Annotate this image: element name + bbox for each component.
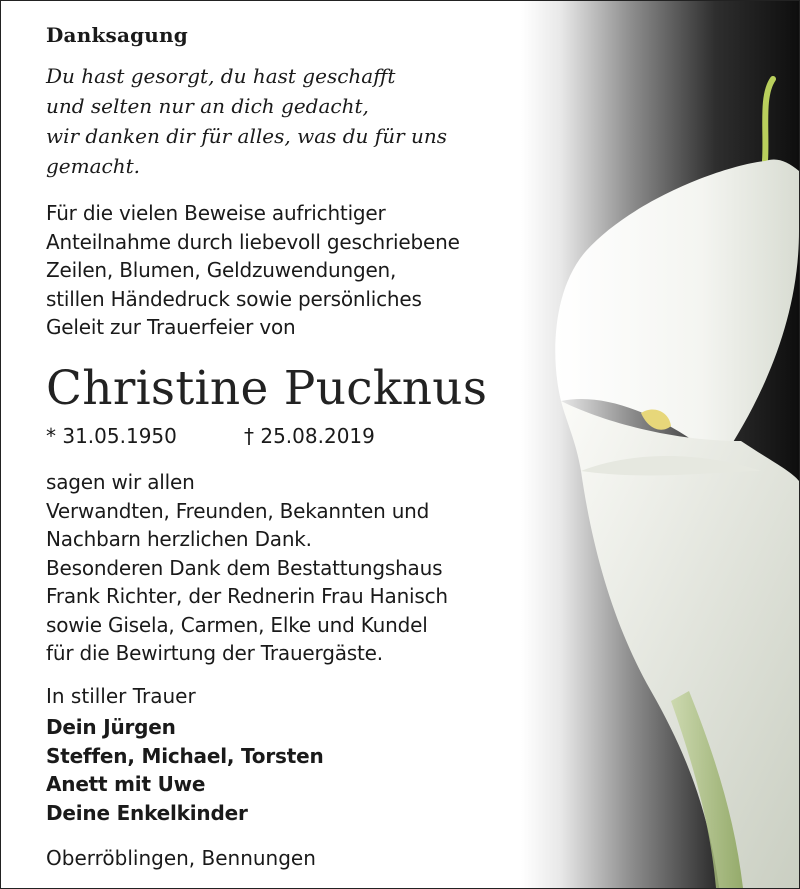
closing-line: sagen wir allen <box>46 470 195 494</box>
family-member: Steffen, Michael, Torsten <box>46 743 324 768</box>
poem-line: Du hast gesorgt, du hast geschafft <box>46 64 396 88</box>
calla-lily-artwork <box>521 1 799 888</box>
heading: Danksagung <box>46 23 188 47</box>
poem-line: wir danken dir für alles, was du für uns <box>46 124 448 148</box>
poem-line: und selten nur an dich gedacht, <box>46 94 369 118</box>
family-list <box>46 713 323 827</box>
place-names: Oberröblingen, Bennungen <box>46 846 316 870</box>
thanks-intro <box>46 199 460 342</box>
birth-date: * 31.05.1950 <box>46 424 177 448</box>
thanks-line: stillen Händedruck sowie persönliches <box>46 286 422 311</box>
calla-lily-icon <box>521 1 799 888</box>
closing-line: Frank Richter, der Rednerin Frau Hanisch <box>46 584 448 608</box>
closing-thanks <box>46 468 448 668</box>
life-dates <box>46 424 375 448</box>
deceased-name: Christine Pucknus <box>46 361 488 416</box>
death-date: † 25.08.2019 <box>244 424 375 448</box>
closing-line: für die Bewirtung der Trauergäste. <box>46 641 383 665</box>
poem-line: gemacht. <box>46 154 141 178</box>
thanks-line: Für die vielen Beweise aufrichtiger <box>46 201 386 225</box>
mourning-line: In stiller Trauer <box>46 684 196 708</box>
thanks-line: Zeilen, Blumen, Geldzuwendungen, <box>46 258 397 282</box>
closing-line: Verwandten, Freunden, Bekannten und <box>46 498 430 523</box>
family-member: Deine Enkelkinder <box>46 800 248 825</box>
family-member: Anett mit Uwe <box>46 772 206 796</box>
closing-line: sowie Gisela, Carmen, Elke und Kundel <box>46 612 428 637</box>
thanks-line: Anteilnahme durch liebevoll geschriebene <box>46 229 460 254</box>
thanks-line: Geleit zur Trauerfeier von <box>46 315 296 339</box>
closing-line: Besonderen Dank dem Bestattungshaus <box>46 555 443 580</box>
poem <box>46 61 447 181</box>
family-member: Dein Jürgen <box>46 715 176 739</box>
closing-line: Nachbarn herzlichen Dank. <box>46 527 312 551</box>
